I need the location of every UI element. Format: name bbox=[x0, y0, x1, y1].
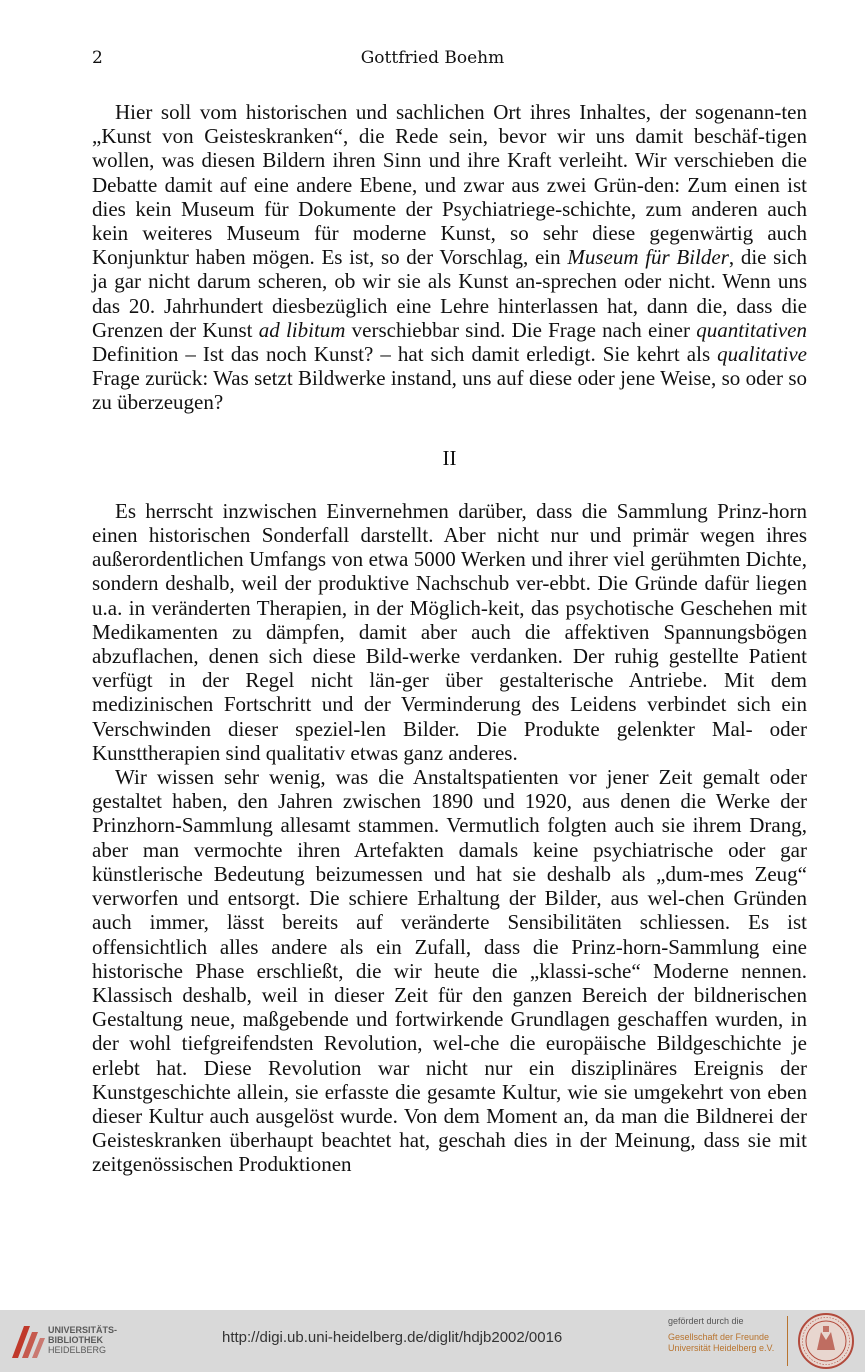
library-name-line2: BIBLIOTHEK bbox=[48, 1335, 103, 1345]
running-head: Gottfried Boehm bbox=[360, 48, 505, 68]
sponsor-name-line1: Gesellschaft der Freunde bbox=[668, 1332, 770, 1342]
sponsor-name-line2: Universität Heidelberg e.V. bbox=[668, 1343, 775, 1353]
text-run: Hier soll vom historischen und sachlichen Ort ihres Inhaltes, der sogenann-ten „Kunst von Geisteskranken“, die Rede sein, bevor wir uns damit beschäf-tigen wollen, was diesen Bildern ihren Sinn und ihre Kraft verleiht. Wir verschieben die Debatte damit auf eine andere Ebene, und zwar aus zwei Grün-den: Zum einen ist dies kein Museum für Dokumente der Psychiatriege-schichte, zum anderen auch kein weiteres Museum für moderne Kunst, so sehr diese gegenwärtig auch Konjunktur haben mögen. Es ist, so der Vorschlag, ein bbox=[92, 100, 807, 270]
university-seal-icon bbox=[797, 1312, 855, 1370]
library-name-line1: UNIVERSITÄTS- bbox=[48, 1325, 118, 1335]
italic-phrase: ad libitum bbox=[258, 317, 346, 342]
sponsor-name bbox=[668, 1332, 774, 1354]
italic-phrase: Museum für Bilder bbox=[567, 245, 729, 270]
text-run: Definition – Ist das noch Kunst? – hat sich damit erledigt. Sie kehrt als bbox=[92, 342, 718, 367]
paragraph-3: Wir wissen sehr wenig, was die Anstaltspatienten vor jener Zeit gemalt oder gestaltet haben, den Jahren zwischen 1890 und 1920, aus denen die Werke der Prinzhorn-Sammlung allesamt stammen. Vermutlich folgten auch sie ihrem Drang, aber man vermochte ihren Artefakten damals keine psychiatrische oder gar künstlerische Bedeutung beizumessen und hat sie deshalb als „dum-mes Zeug“ verworfen und entsorgt. Die schiere Erhaltung der Bilder, aus wel-chen Gründen auch immer, lässt bereits auf veränderte Sensibilitäten schliessen. Es ist offensichtlich alles andere als ein Zufall, dass die Prinz-horn-Sammlung eine historische Phase erschließt, die wir heute die „klassi-sche“ Moderne nennen. Klassisch deshalb, weil in dieser Zeit für den ganzen Bereich der bildnerischen Gestaltung neue, maßgebende und fortwirkende Grundlagen geschaffen wurden, in der wohl tiefgreifendsten Revolution, wel-che die europäische Bildgeschichte je erlebt hat. Diese Revolution war nicht nur ein disziplinäres Ereignis der Kunstgeschichte allein, sie erfasste die gesamte Kultur, wie sie umgekehrt von eben dieser Kultur auch ausgelöst wurde. Von dem Moment an, da man die Bildnerei der Geisteskranken überhaupt beachtet hat, geschah dies in der Meinung, dass sie mit zeitgenössischen Produktionen bbox=[92, 765, 807, 1177]
footer-bar bbox=[0, 1310, 865, 1372]
text-run: Frage zurück: Was setzt Bildwerke instand, uns auf diese oder jene Weise, so oder so zu überzeugen? bbox=[92, 366, 807, 415]
paragraph-2: Es herrscht inzwischen Einvernehmen darüber, dass die Sammlung Prinz-horn einen historischen Sonderfall darstellt. Aber nicht nur und primär wegen ihres außerordentlichen Umfangs von etwa 5000 Werken und ihrer viel gerühmten Dichte, sondern deshalb, weil der produktive Nachschub ver-ebbt. Die Gründe dafür liegen u.a. in veränderten Therapien, in der Möglich-keit, das psychotische Geschehen mit Medikamenten zu dämpfen, damit aber auch die affektiven Spannungsbögen abzuflachen, denen sich diese Bild-werke verdanken. Der ruhig gestellte Patient verfügt in der Regel nicht län-ger über gestalterische Antriebe. Mit dem medizinischen Fortschritt und der Verminderung des Leidens verbindet sich ein Verschwinden dieser speziel-len Bilder. Die Produkte gelenkter Mal- oder Kunsttherapien sind qualitativ etwas ganz anderes. bbox=[92, 498, 807, 765]
library-name-line3: HEIDELBERG bbox=[48, 1345, 107, 1355]
italic-phrase: qualitative bbox=[717, 342, 807, 367]
paragraph-1 bbox=[92, 100, 807, 415]
sponsor-divider bbox=[787, 1316, 788, 1366]
section-heading: II bbox=[442, 445, 457, 470]
text-run: , die sich ja gar nicht darum scheren, ob wir sie als Kunst an-sprechen oder nicht. Wenn uns das 20. Jahrhundert diesbezüglich eine Lehre hinterlassen hat, dann die, dass die Grenzen der Kunst bbox=[92, 245, 808, 342]
italic-phrase: quantitativen bbox=[696, 317, 808, 342]
footer-url-link[interactable]: http://digi.ub.uni-heidelberg.de/diglit/hdjb2002/0016 bbox=[222, 1329, 563, 1346]
library-name bbox=[48, 1325, 117, 1355]
sponsor-intro: gefördert durch die bbox=[668, 1316, 744, 1326]
body-text bbox=[92, 100, 807, 1177]
page-number: 2 bbox=[92, 48, 103, 68]
text-run: verschiebbar sind. Die Frage nach einer bbox=[345, 317, 697, 342]
